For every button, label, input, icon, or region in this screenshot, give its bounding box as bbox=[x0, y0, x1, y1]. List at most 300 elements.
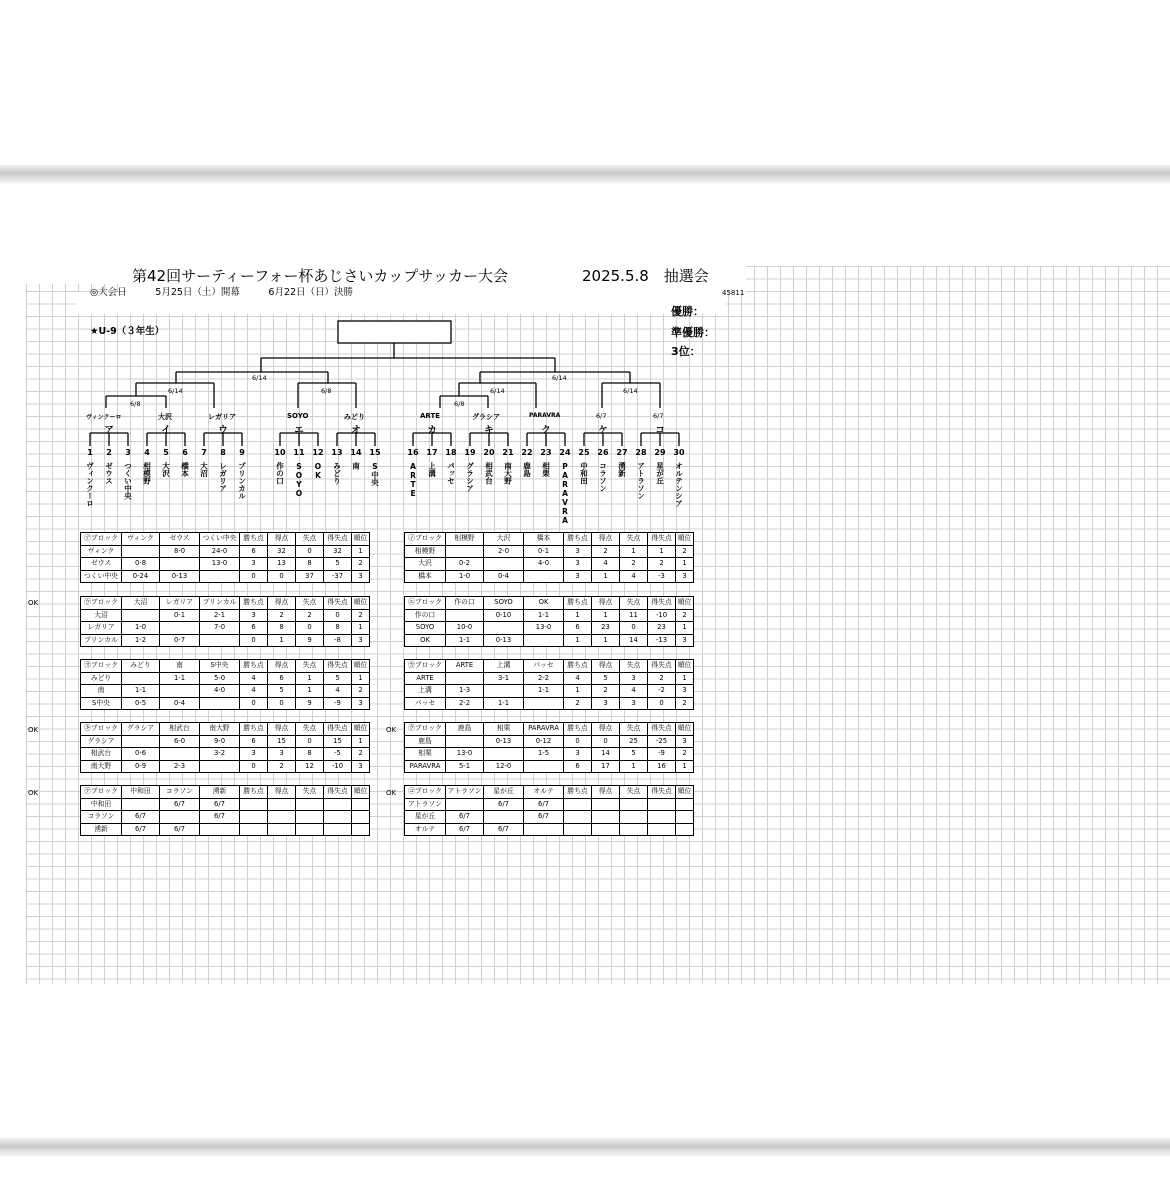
team-cell: PARAVRA bbox=[405, 760, 446, 773]
team-cell: アトラソン bbox=[405, 798, 446, 811]
value-cell bbox=[268, 798, 296, 811]
value-cell: 6 bbox=[564, 622, 592, 635]
team-cell: みどり bbox=[81, 672, 122, 685]
event-dates: ◎大会日 5月25日（土）開幕 6月22日（日）決勝 bbox=[90, 287, 354, 298]
value-cell: 5 bbox=[268, 685, 296, 698]
value-cell: 12 bbox=[296, 760, 324, 773]
value-cell bbox=[352, 811, 370, 824]
header-cell: 順位 bbox=[676, 533, 694, 546]
bracket-date: 6/14 bbox=[168, 387, 183, 395]
header-cell: 順位 bbox=[676, 597, 694, 610]
value-cell: 6/7 bbox=[484, 798, 524, 811]
table-row bbox=[405, 735, 694, 748]
value-cell: 0 bbox=[240, 760, 268, 773]
value-cell: 3 bbox=[240, 609, 268, 622]
value-cell bbox=[122, 735, 160, 748]
bracket-date: 6/14 bbox=[623, 387, 638, 395]
value-cell: 3 bbox=[352, 570, 370, 583]
value-cell: 8 bbox=[324, 622, 352, 635]
team-number: 26 bbox=[597, 448, 609, 457]
value-cell bbox=[200, 760, 240, 773]
team-name: ARTE bbox=[408, 462, 418, 498]
table-row bbox=[405, 748, 694, 761]
block-winner-name: PARAVRA bbox=[529, 412, 561, 419]
value-cell: 2 bbox=[352, 748, 370, 761]
block-winner-name: 大沢 bbox=[158, 413, 172, 421]
value-cell: 0-4 bbox=[484, 570, 524, 583]
team-number: 11 bbox=[293, 448, 305, 457]
value-cell: 0 bbox=[240, 570, 268, 583]
table-header-row bbox=[405, 597, 694, 610]
team-name: 作の口 bbox=[275, 462, 285, 485]
team-number: 4 bbox=[144, 448, 150, 457]
block-letter: キ bbox=[484, 425, 494, 436]
table-row bbox=[81, 748, 370, 761]
bracket-date: 6/7 bbox=[653, 412, 664, 420]
value-cell: 0 bbox=[240, 697, 268, 710]
team-cell: SOYO bbox=[405, 622, 446, 635]
value-cell: 2 bbox=[592, 685, 620, 698]
value-cell: 1-0 bbox=[122, 622, 160, 635]
value-cell: 0-12 bbox=[524, 735, 564, 748]
value-cell bbox=[160, 748, 200, 761]
header-cell: 得点 bbox=[268, 533, 296, 546]
team-name: 大沢 bbox=[161, 462, 171, 477]
value-cell: 4 bbox=[240, 672, 268, 685]
value-cell: 3-2 bbox=[200, 748, 240, 761]
value-cell: 3 bbox=[352, 760, 370, 773]
value-cell: 1 bbox=[620, 760, 648, 773]
value-cell: 2-0 bbox=[484, 545, 524, 558]
value-cell: 9 bbox=[296, 634, 324, 647]
team-number: 21 bbox=[502, 448, 514, 457]
table-row bbox=[81, 672, 370, 685]
value-cell: 24-0 bbox=[200, 545, 240, 558]
team-number: 28 bbox=[635, 448, 647, 457]
table-row bbox=[81, 558, 370, 571]
value-cell: 6/7 bbox=[200, 811, 240, 824]
value-cell bbox=[122, 672, 160, 685]
value-cell: 1-1 bbox=[524, 685, 564, 698]
table-row bbox=[81, 811, 370, 824]
header-cell: 作の口 bbox=[446, 597, 484, 610]
team-number: 12 bbox=[312, 448, 324, 457]
value-cell: 0 bbox=[620, 622, 648, 635]
header-cell: ゼウス bbox=[160, 533, 200, 546]
team-name: 南 bbox=[351, 462, 361, 470]
team-number: 6 bbox=[182, 448, 188, 457]
header-cell: 勝ち点 bbox=[564, 660, 592, 673]
header-cell: 失点 bbox=[296, 533, 324, 546]
value-cell: 2 bbox=[592, 545, 620, 558]
value-cell: 6/7 bbox=[446, 823, 484, 836]
value-cell: 2 bbox=[296, 609, 324, 622]
team-number: 30 bbox=[673, 448, 685, 457]
value-cell: 1-3 bbox=[446, 685, 484, 698]
team-name: パッセ bbox=[446, 462, 456, 485]
team-name: 大沼 bbox=[199, 462, 209, 477]
value-cell: 1-1 bbox=[446, 634, 484, 647]
value-cell: 1-5 bbox=[524, 748, 564, 761]
value-cell: 1 bbox=[564, 685, 592, 698]
value-cell: 6/7 bbox=[524, 811, 564, 824]
value-cell: 0-4 bbox=[160, 697, 200, 710]
standings-table-ka bbox=[404, 659, 694, 710]
header-cell: 得失点 bbox=[648, 786, 676, 799]
team-number: 18 bbox=[445, 448, 457, 457]
value-cell bbox=[648, 811, 676, 824]
value-cell: 3 bbox=[268, 748, 296, 761]
value-cell: 1 bbox=[352, 545, 370, 558]
team-number: 1 bbox=[87, 448, 93, 457]
header-cell: S中央 bbox=[200, 660, 240, 673]
team-name: コラソン bbox=[598, 462, 608, 492]
value-cell: 6/7 bbox=[446, 811, 484, 824]
value-cell: 5 bbox=[592, 672, 620, 685]
team-cell: 湧新 bbox=[81, 823, 122, 836]
header-cell: 鹿島 bbox=[446, 723, 484, 736]
value-cell: 5 bbox=[324, 558, 352, 571]
table-row bbox=[405, 622, 694, 635]
value-cell: -8 bbox=[324, 634, 352, 647]
team-number: 3 bbox=[125, 448, 131, 457]
value-cell: 0-10 bbox=[484, 609, 524, 622]
header-cell: 得点 bbox=[592, 723, 620, 736]
value-cell: 14 bbox=[592, 748, 620, 761]
value-cell: 2-1 bbox=[200, 609, 240, 622]
value-cell: -25 bbox=[648, 735, 676, 748]
header-cell: 順位 bbox=[352, 660, 370, 673]
value-cell bbox=[324, 798, 352, 811]
team-number: 13 bbox=[331, 448, 343, 457]
header-cell: パッセ bbox=[524, 660, 564, 673]
team-number: 9 bbox=[239, 448, 245, 457]
team-name: 星が丘 bbox=[655, 462, 665, 485]
value-cell: 0 bbox=[592, 735, 620, 748]
value-cell: 1-1 bbox=[160, 672, 200, 685]
value-cell: 1 bbox=[564, 609, 592, 622]
value-cell: 0-5 bbox=[122, 697, 160, 710]
team-name: 相栗 bbox=[541, 462, 551, 477]
value-cell bbox=[200, 823, 240, 836]
table-row bbox=[81, 760, 370, 773]
table-row bbox=[405, 570, 694, 583]
value-cell: 1-0 bbox=[446, 570, 484, 583]
header-cell: 得失点 bbox=[648, 597, 676, 610]
header-cell: ㋘ブロック bbox=[81, 786, 122, 799]
block-winner-name: ARTE bbox=[420, 412, 441, 420]
value-cell bbox=[240, 811, 268, 824]
value-cell: 4 bbox=[620, 685, 648, 698]
value-cell bbox=[240, 823, 268, 836]
header-cell: ㋓ブロック bbox=[405, 597, 446, 610]
team-name: 橋本 bbox=[180, 462, 190, 477]
block-letter: エ bbox=[294, 425, 304, 436]
team-cell: 大沼 bbox=[81, 609, 122, 622]
tournament-title: 第42回サーティーフォー杯あじさいカップサッカー大会 bbox=[132, 267, 508, 285]
value-cell: 3 bbox=[676, 735, 694, 748]
header-cell: 勝ち点 bbox=[240, 597, 268, 610]
block-letter: ク bbox=[541, 425, 551, 436]
value-cell: 1 bbox=[676, 622, 694, 635]
value-cell: 1-2 bbox=[122, 634, 160, 647]
header-cell: 失点 bbox=[620, 660, 648, 673]
team-cell: 南 bbox=[81, 685, 122, 698]
bracket-date: 6/14 bbox=[252, 374, 267, 382]
value-cell: 15 bbox=[324, 735, 352, 748]
value-cell: -10 bbox=[648, 609, 676, 622]
bracket-lines bbox=[26, 266, 746, 466]
header-cell: ヴィンク bbox=[122, 533, 160, 546]
value-cell: 5-1 bbox=[446, 760, 484, 773]
value-cell: 2-2 bbox=[524, 672, 564, 685]
value-cell bbox=[122, 798, 160, 811]
header-cell: 相栗 bbox=[484, 723, 524, 736]
value-cell: 0 bbox=[564, 735, 592, 748]
header-cell: 失点 bbox=[620, 786, 648, 799]
header-cell: 勝ち点 bbox=[240, 533, 268, 546]
standings-table-ki bbox=[80, 722, 370, 773]
team-number: 19 bbox=[464, 448, 476, 457]
block-letter: オ bbox=[351, 425, 361, 436]
team-name: PARAVRA bbox=[560, 462, 570, 525]
value-cell bbox=[484, 685, 524, 698]
header-cell: 失点 bbox=[296, 786, 324, 799]
value-cell: 13-0 bbox=[446, 748, 484, 761]
value-cell bbox=[296, 798, 324, 811]
header-cell: つくい中央 bbox=[200, 533, 240, 546]
standings-table-i bbox=[404, 532, 694, 583]
value-cell: 3 bbox=[564, 545, 592, 558]
block-winner-name: ヴィンクーロ bbox=[86, 414, 122, 421]
header-cell: 失点 bbox=[620, 597, 648, 610]
table-row bbox=[81, 570, 370, 583]
table-row bbox=[405, 545, 694, 558]
team-number: 29 bbox=[654, 448, 666, 457]
header-cell: 得点 bbox=[592, 660, 620, 673]
value-cell bbox=[524, 697, 564, 710]
team-name: みどり bbox=[332, 462, 342, 485]
value-cell: 5-0 bbox=[200, 672, 240, 685]
table-row bbox=[405, 811, 694, 824]
header-cell: オルテ bbox=[524, 786, 564, 799]
value-cell: 5 bbox=[324, 672, 352, 685]
header-cell: 湧新 bbox=[200, 786, 240, 799]
header-cell: 中和田 bbox=[122, 786, 160, 799]
table-header-row bbox=[81, 723, 370, 736]
value-cell: 4-0 bbox=[200, 685, 240, 698]
value-cell: 13 bbox=[268, 558, 296, 571]
value-cell: 2 bbox=[648, 558, 676, 571]
value-cell: 8 bbox=[296, 558, 324, 571]
table-row bbox=[405, 634, 694, 647]
value-cell: -9 bbox=[324, 697, 352, 710]
header-cell: 得点 bbox=[268, 786, 296, 799]
header-cell: 勝ち点 bbox=[564, 723, 592, 736]
header-cell: 順位 bbox=[676, 723, 694, 736]
bracket-date: 6/8 bbox=[321, 387, 332, 395]
team-number: 16 bbox=[407, 448, 419, 457]
table-row bbox=[405, 609, 694, 622]
value-cell bbox=[200, 634, 240, 647]
value-cell: 32 bbox=[268, 545, 296, 558]
value-cell bbox=[592, 798, 620, 811]
value-cell bbox=[122, 545, 160, 558]
table-header-row bbox=[81, 533, 370, 546]
value-cell: 4 bbox=[620, 570, 648, 583]
standings-table-ke bbox=[80, 785, 370, 836]
block-letter: カ bbox=[427, 425, 437, 436]
team-name: プリンカル bbox=[237, 462, 247, 500]
team-number: 20 bbox=[483, 448, 495, 457]
bracket-date: 6/7 bbox=[596, 412, 607, 420]
block-winner-name: グラシア bbox=[472, 413, 500, 421]
value-cell bbox=[324, 823, 352, 836]
header-cell: OK bbox=[524, 597, 564, 610]
value-cell: 6 bbox=[268, 672, 296, 685]
table-row bbox=[405, 558, 694, 571]
bracket-date: 6/14 bbox=[552, 374, 567, 382]
header-cell: 得失点 bbox=[648, 660, 676, 673]
header-cell: 得失点 bbox=[324, 723, 352, 736]
header-cell: 得点 bbox=[592, 597, 620, 610]
header-cell: アトラソン bbox=[446, 786, 484, 799]
table-row bbox=[81, 634, 370, 647]
value-cell: 0-6 bbox=[122, 748, 160, 761]
standings-table-ko bbox=[404, 785, 694, 836]
bracket-date: 6/8 bbox=[454, 400, 465, 408]
value-cell: 2 bbox=[564, 697, 592, 710]
team-cell: 橋本 bbox=[405, 570, 446, 583]
value-cell: 0-13 bbox=[484, 634, 524, 647]
value-cell: 3 bbox=[620, 672, 648, 685]
team-name: レガリア bbox=[218, 462, 228, 492]
value-cell bbox=[592, 811, 620, 824]
table-row bbox=[405, 823, 694, 836]
header-cell: 南大野 bbox=[200, 723, 240, 736]
value-cell: 3 bbox=[240, 748, 268, 761]
header-cell: 勝ち点 bbox=[240, 786, 268, 799]
team-name: OK bbox=[313, 462, 323, 480]
value-cell: 1 bbox=[676, 760, 694, 773]
team-cell: 南大野 bbox=[81, 760, 122, 773]
value-cell: 3 bbox=[676, 570, 694, 583]
value-cell bbox=[200, 570, 240, 583]
team-name: 湧新 bbox=[617, 462, 627, 477]
value-cell bbox=[200, 697, 240, 710]
value-cell: 1 bbox=[352, 735, 370, 748]
header-cell: プリンカル bbox=[200, 597, 240, 610]
value-cell: 8-0 bbox=[160, 545, 200, 558]
team-name: 相模野 bbox=[142, 462, 152, 485]
header-cell: 大沼 bbox=[122, 597, 160, 610]
value-cell: 6/7 bbox=[122, 811, 160, 824]
value-cell: 6-0 bbox=[160, 735, 200, 748]
value-cell: 4 bbox=[240, 685, 268, 698]
spreadsheet-canvas bbox=[26, 266, 1170, 984]
team-number: 10 bbox=[274, 448, 286, 457]
header-cell: 南 bbox=[160, 660, 200, 673]
header-cell: 順位 bbox=[352, 597, 370, 610]
value-cell: 23 bbox=[592, 622, 620, 635]
value-cell: 2 bbox=[676, 609, 694, 622]
value-cell bbox=[484, 811, 524, 824]
header-cell: PARAVRA bbox=[524, 723, 564, 736]
value-cell: 32 bbox=[324, 545, 352, 558]
value-cell bbox=[484, 558, 524, 571]
value-cell bbox=[160, 622, 200, 635]
value-cell bbox=[296, 811, 324, 824]
table-header-row bbox=[405, 660, 694, 673]
team-cell: 鹿島 bbox=[405, 735, 446, 748]
value-cell bbox=[296, 823, 324, 836]
team-number: 15 bbox=[369, 448, 381, 457]
value-cell bbox=[524, 570, 564, 583]
block-letter: ア bbox=[104, 425, 114, 436]
value-cell: 13-0 bbox=[524, 622, 564, 635]
value-cell bbox=[592, 823, 620, 836]
standings-table-u bbox=[80, 596, 370, 647]
header-cell: SOYO bbox=[484, 597, 524, 610]
value-cell: 6/7 bbox=[200, 798, 240, 811]
header-cell: 失点 bbox=[296, 660, 324, 673]
category-label: ★U-9（３年生） bbox=[90, 326, 165, 337]
value-cell: 5 bbox=[620, 748, 648, 761]
ok-mark: OK bbox=[28, 599, 39, 607]
value-cell: 3 bbox=[564, 570, 592, 583]
value-cell: 1 bbox=[620, 545, 648, 558]
value-cell: 0 bbox=[268, 697, 296, 710]
team-cell: 上溝 bbox=[405, 685, 446, 698]
value-cell bbox=[620, 823, 648, 836]
team-number: 22 bbox=[521, 448, 533, 457]
table-row bbox=[405, 685, 694, 698]
block-letter: コ bbox=[655, 425, 665, 436]
draw-date: 2025.5.8 抽選会 bbox=[582, 267, 709, 285]
team-cell: 作の口 bbox=[405, 609, 446, 622]
table-row bbox=[81, 823, 370, 836]
header-cell: 勝ち点 bbox=[564, 597, 592, 610]
header-cell: 上溝 bbox=[484, 660, 524, 673]
value-cell: 6/7 bbox=[160, 798, 200, 811]
header-cell: ARTE bbox=[446, 660, 484, 673]
team-name: S中央 bbox=[370, 462, 380, 486]
value-cell: 1 bbox=[352, 622, 370, 635]
header-cell: ㋔ブロック bbox=[81, 660, 122, 673]
team-number: 23 bbox=[540, 448, 552, 457]
table-header-row bbox=[405, 786, 694, 799]
header-cell: 勝ち点 bbox=[240, 660, 268, 673]
value-cell bbox=[676, 798, 694, 811]
header-cell: グラシア bbox=[122, 723, 160, 736]
value-cell: 3 bbox=[352, 634, 370, 647]
value-cell bbox=[524, 823, 564, 836]
runner-up-label: 準優勝： bbox=[671, 326, 715, 339]
value-cell: 3 bbox=[352, 697, 370, 710]
value-cell bbox=[564, 811, 592, 824]
table-row bbox=[81, 735, 370, 748]
value-cell bbox=[352, 798, 370, 811]
header-cell: 順位 bbox=[352, 533, 370, 546]
standings-table-a bbox=[80, 532, 370, 583]
value-cell: 2 bbox=[620, 558, 648, 571]
header-cell: 失点 bbox=[620, 723, 648, 736]
header-cell: 順位 bbox=[352, 723, 370, 736]
value-cell: 0-7 bbox=[160, 634, 200, 647]
value-cell: 1 bbox=[296, 672, 324, 685]
value-cell: 1 bbox=[592, 570, 620, 583]
header-cell: ㋑ブロック bbox=[405, 533, 446, 546]
